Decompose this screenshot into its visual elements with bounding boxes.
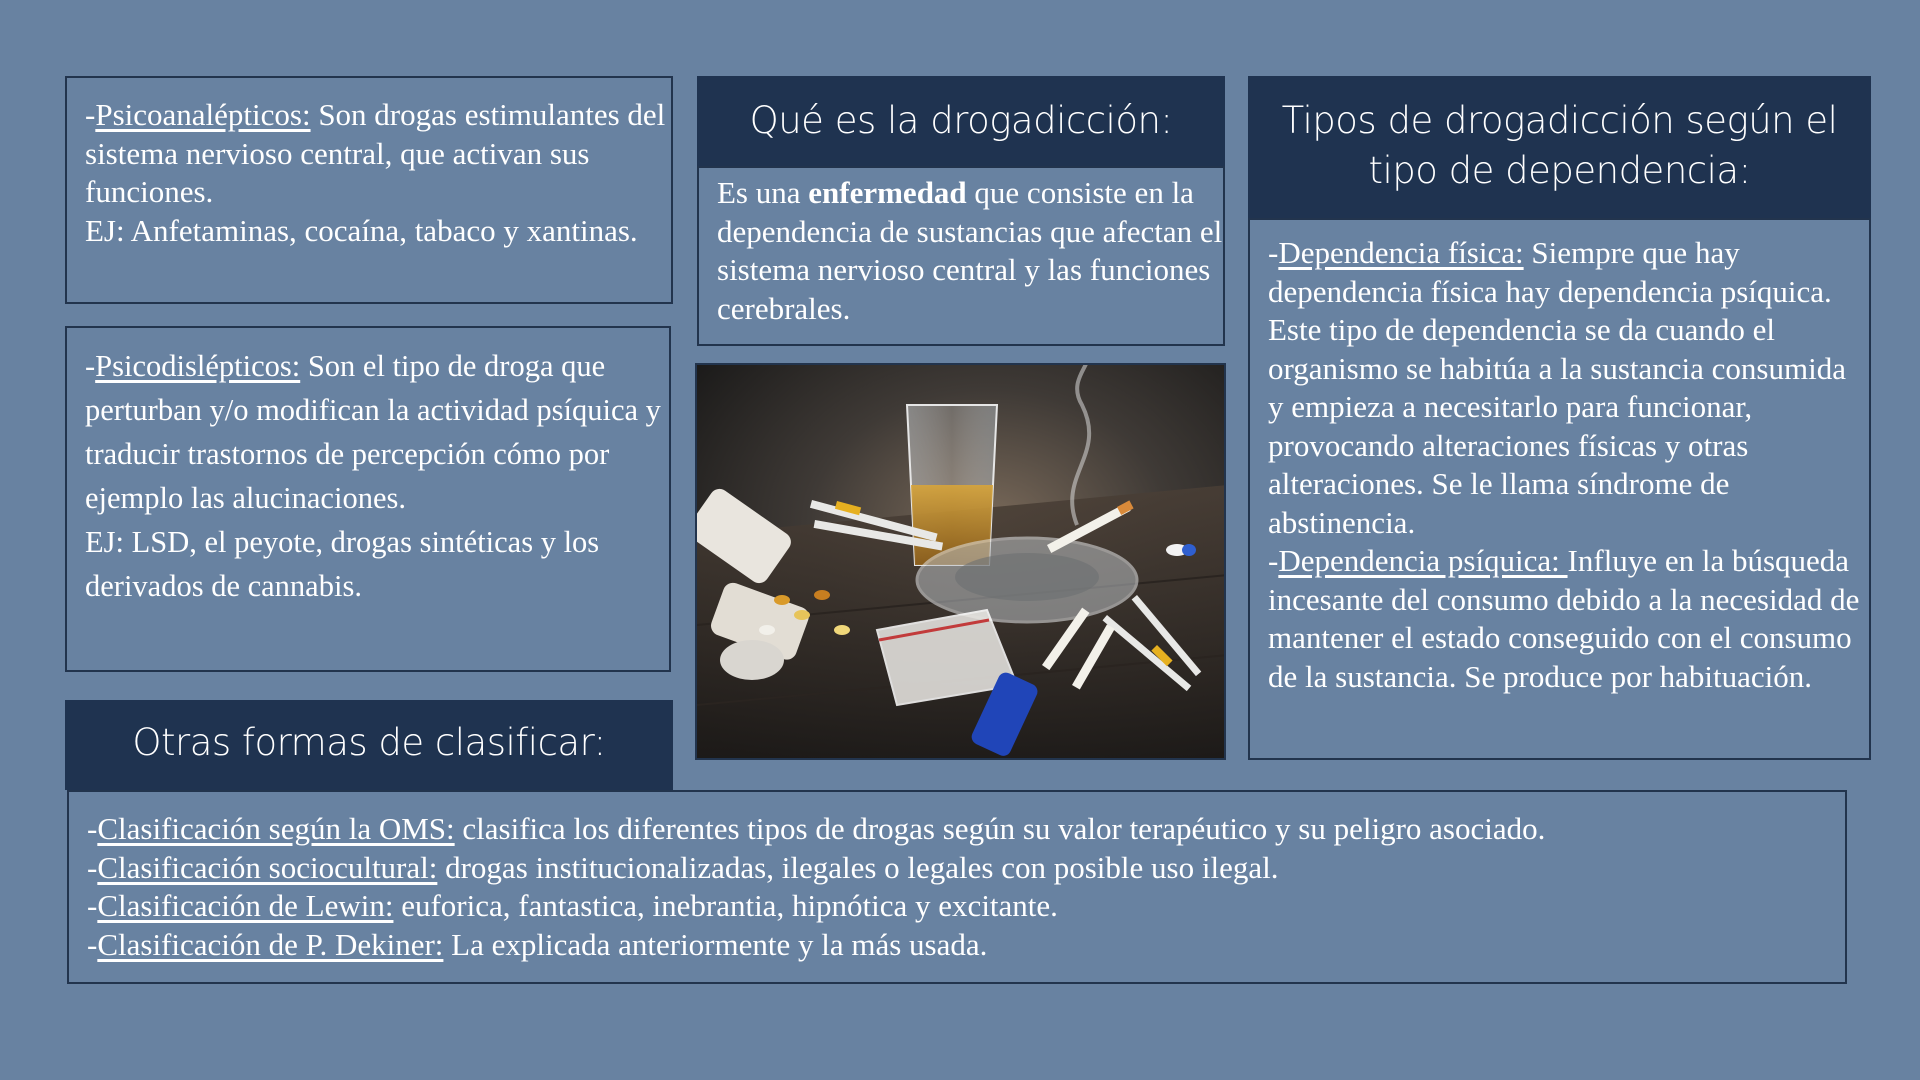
que-es-text-before: Es una	[717, 175, 809, 210]
bullet-dash: -	[87, 926, 98, 962]
bullet-dash: -	[87, 888, 98, 923]
tipos-text	[1250, 220, 1869, 696]
list-item	[87, 887, 1845, 926]
bullet-dash: -	[1268, 235, 1279, 270]
otras-list	[69, 792, 1845, 964]
list-item	[87, 849, 1845, 888]
drugs-photo	[695, 363, 1226, 760]
clasificacion-lewin-desc: euforica, fantastica, inebrantia, hipnótica y excitante.	[393, 888, 1058, 923]
dependencia-fisica-desc: Siempre que hay dependencia física hay dependencia psíquica. Este tipo de dependencia se da cuando el organismo se habitúa a la sustancia consumida y empieza a necesitarlo para funcionar, provocando alteraciones físicas y otras alteraciones. Se le llama síndrome de abstinencia.	[1268, 235, 1846, 540]
clasificacion-dekiner-desc: La explicada anteriormente y la más usada.	[443, 926, 988, 962]
que-es-title: Qué es la drogadicción:	[697, 76, 1225, 167]
que-es-text	[699, 168, 1223, 328]
psicodislepticos-box	[65, 326, 671, 672]
clasificacion-lewin-term: Clasificación de Lewin:	[97, 888, 394, 923]
clasificacion-sociocultural-desc: drogas institucionalizadas, ilegales o legales con posible uso ilegal.	[437, 849, 1279, 885]
psicodislepticos-example: EJ: LSD, el peyote, drogas sintéticas y los derivados de cannabis.	[85, 525, 600, 603]
que-es-text-after: que consiste en la dependencia de sustancias que afectan el sistema nervioso central y las funciones cerebrales.	[717, 175, 1223, 326]
bullet-dash: -	[1268, 543, 1279, 578]
clasificacion-oms-term: Clasificación según la OMS:	[97, 811, 455, 846]
bullet-dash: -	[85, 97, 96, 132]
dependencia-psiquica-term: Dependencia psíquica:	[1278, 543, 1568, 578]
psicodislepticos-term: Psicodislépticos:	[95, 349, 301, 383]
otras-title: Otras formas de clasificar:	[65, 700, 673, 790]
clasificacion-oms-desc: clasifica los diferentes tipos de drogas según su valor terapéutico y su peligro asociado.	[454, 811, 1546, 846]
dependencia-psiquica-desc: Influye en la búsqueda incesante del consumo debido a la necesidad de mantener el estado conseguido con el consumo de la sustancia. Se produce por habituación.	[1268, 543, 1860, 694]
bullet-dash: -	[87, 811, 98, 846]
bullet-dash: -	[85, 349, 96, 383]
tipos-box	[1248, 218, 1871, 760]
bullet-dash: -	[87, 849, 98, 885]
que-es-box	[697, 166, 1225, 346]
psicoanalepticos-example: EJ: Anfetaminas, cocaína, tabaco y xantinas.	[85, 212, 638, 248]
psicoanalepticos-text	[67, 78, 671, 250]
psicoanalepticos-box	[65, 76, 673, 304]
tipos-title: Tipos de drogadicción según el tipo de dependencia:	[1248, 76, 1871, 219]
que-es-bold: enfermedad	[808, 175, 967, 210]
drugs-photo-icon	[697, 365, 1226, 760]
psicoanalepticos-term: Psicoanalépticos:	[95, 97, 311, 132]
dependencia-fisica-term: Dependencia física:	[1278, 235, 1524, 270]
otras-box	[67, 790, 1847, 984]
clasificacion-sociocultural-term: Clasificación sociocultural:	[97, 849, 438, 885]
list-item	[87, 810, 1845, 849]
psicodislepticos-desc: Son el tipo de droga que perturban y/o modifican la actividad psíquica y traducir trastornos de percepción cómo por ejemplo las alucinaciones.	[85, 349, 661, 515]
psicodislepticos-text	[67, 328, 669, 608]
clasificacion-dekiner-term: Clasificación de P. Dekiner:	[97, 926, 444, 962]
psicoanalepticos-desc: Son drogas estimulantes del sistema nervioso central, que activan sus funciones.	[85, 97, 666, 209]
list-item	[87, 926, 1845, 965]
